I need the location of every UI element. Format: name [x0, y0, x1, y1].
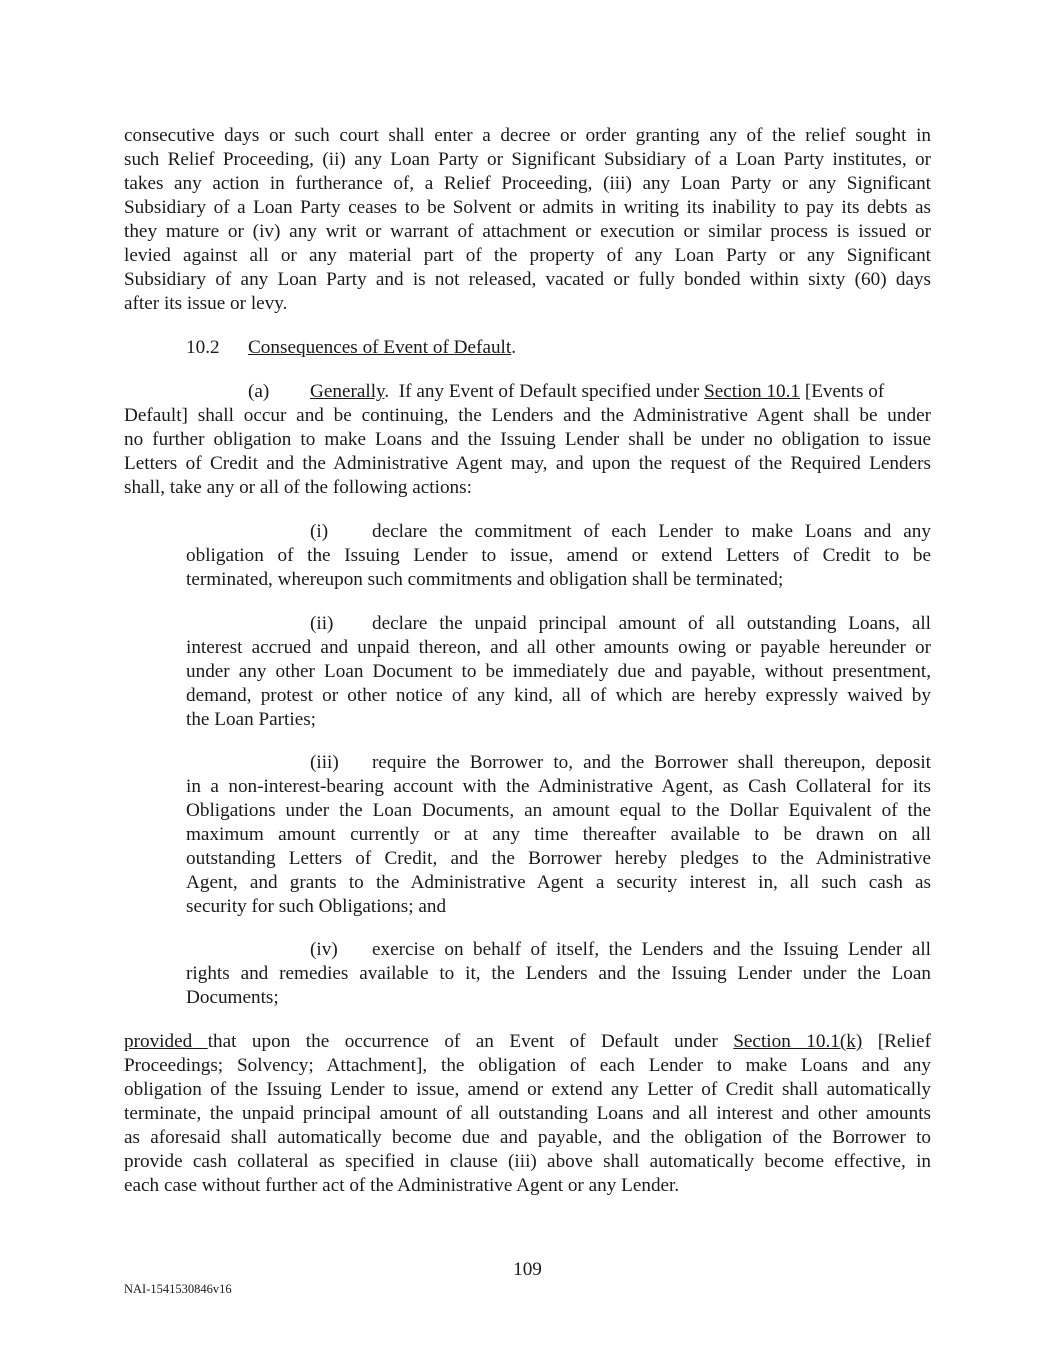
item-first-line: declare the commitment of each Lender to make Loans and any [372, 521, 931, 542]
text-line: shall, take any or all of the following actions: [124, 477, 472, 498]
document-id: NAI-1541530846v16 [124, 1282, 232, 1296]
text-line: provide cash collateral as specified in clause (iii) above shall automatically become effective, in [124, 1151, 931, 1172]
text-line: Letters of Credit and the Administrative Agent may, and upon the request of the Required Lenders [124, 453, 931, 474]
item-label: (iv) [310, 939, 338, 960]
paragraph-heading-suffix: . If any Event of Default specified under [384, 381, 705, 402]
text-line: Obligations under the Loan Documents, an amount equal to the Dollar Equivalent of the [186, 800, 931, 821]
item-label: (iii) [310, 752, 339, 773]
continuation-paragraph [124, 124, 931, 316]
item-ii [186, 612, 931, 732]
proviso-lead: provided [124, 1031, 208, 1052]
section-heading [124, 336, 931, 360]
item-label: (i) [310, 521, 329, 542]
text-line: in a non-interest-bearing account with the Administrative Agent, as Cash Collateral for its [186, 776, 931, 797]
text-line: consecutive days or such court shall enter a decree or order granting any of the relief sought in [124, 125, 931, 146]
paragraph-heading: Generally [310, 381, 385, 402]
item-first-line: declare the unpaid principal amount of all outstanding Loans, all [372, 613, 931, 634]
section-reference-link[interactable]: Section 10.1 [704, 381, 801, 402]
item-i [186, 520, 931, 592]
text-line: terminated, whereupon such commitments and obligation shall be terminated; [186, 569, 784, 590]
text-line: Subsidiary of a Loan Party ceases to be Solvent or admits in writing its inability to pay its debts as [124, 197, 931, 218]
item-iii [186, 751, 931, 919]
text-line: Subsidiary of any Loan Party and is not released, vacated or fully bonded within sixty (60) days [124, 269, 931, 290]
proviso-mid: that upon the occurrence of an Event of Default under [207, 1031, 734, 1052]
text-line: as aforesaid shall automatically become due and payable, and the obligation of the Borrower to [124, 1127, 931, 1148]
page-number: 109 [513, 1259, 542, 1280]
text-line: they mature or (iv) any writ or warrant of attachment or execution or similar process is issued or [124, 221, 931, 242]
text-line: levied against all or any material part of the property of any Loan Party or any Significant [124, 245, 931, 266]
item-first-line: require the Borrower to, and the Borrower shall thereupon, deposit [372, 752, 931, 773]
proviso-paragraph [124, 1030, 931, 1198]
section-reference-link[interactable]: Section 10.1(k) [733, 1031, 863, 1052]
text-line: takes any action in furtherance of, a Relief Proceeding, (iii) any Loan Party or any Significant [124, 173, 931, 194]
item-label: (ii) [310, 613, 334, 634]
paragraph-label: (a) [248, 381, 270, 402]
text-line: obligation of the Issuing Lender to issue, amend or extend any Letter of Credit shall automatically [124, 1079, 931, 1100]
text-line: Proceedings; Solvency; Attachment], the obligation of each Lender to make Loans and any [124, 1055, 931, 1076]
text-line: rights and remedies available to it, the Lenders and the Issuing Lender under the Loan [186, 963, 931, 984]
first-line-tail: [Events of [800, 381, 885, 402]
text-line: under any other Loan Document to be immediately due and payable, without presentment, [186, 661, 931, 682]
proviso-tail: [Relief [862, 1031, 931, 1052]
section-title-suffix: . [511, 337, 517, 358]
text-line: after its issue or levy. [124, 293, 288, 314]
text-line: security for such Obligations; and [186, 896, 447, 917]
item-iv [186, 938, 931, 1010]
text-line: obligation of the Issuing Lender to issue, amend or extend Letters of Credit to be [186, 545, 931, 566]
text-line: each case without further act of the Administrative Agent or any Lender. [124, 1175, 680, 1196]
section-title: Consequences of Event of Default [248, 337, 512, 358]
text-line: no further obligation to make Loans and the Issuing Lender shall be under no obligation to issue [124, 429, 931, 450]
section-number: 10.2 [186, 337, 220, 358]
text-line: Default] shall occur and be continuing, the Lenders and the Administrative Agent shall be under [124, 405, 931, 426]
text-line: the Loan Parties; [186, 709, 317, 730]
text-line: such Relief Proceeding, (ii) any Loan Party or Significant Subsidiary of a Loan Party institutes, or [124, 149, 931, 170]
text-line: maximum amount currently or at any time thereafter available to be drawn on all [186, 824, 931, 845]
text-line: terminate, the unpaid principal amount of all outstanding Loans and all interest and other amounts [124, 1103, 931, 1124]
text-line: demand, protest or other notice of any kind, all of which are hereby expressly waived by [186, 685, 931, 706]
item-first-line: exercise on behalf of itself, the Lenders and the Issuing Lender all [372, 939, 931, 960]
text-line: Agent, and grants to the Administrative Agent a security interest in, all such cash as [186, 872, 931, 893]
text-line: outstanding Letters of Credit, and the Borrower hereby pledges to the Administrative [186, 848, 931, 869]
text-line: Documents; [186, 987, 279, 1008]
paragraph-a [124, 380, 931, 500]
text-line: interest accrued and unpaid thereon, and all other amounts owing or payable hereunder or [186, 637, 931, 658]
